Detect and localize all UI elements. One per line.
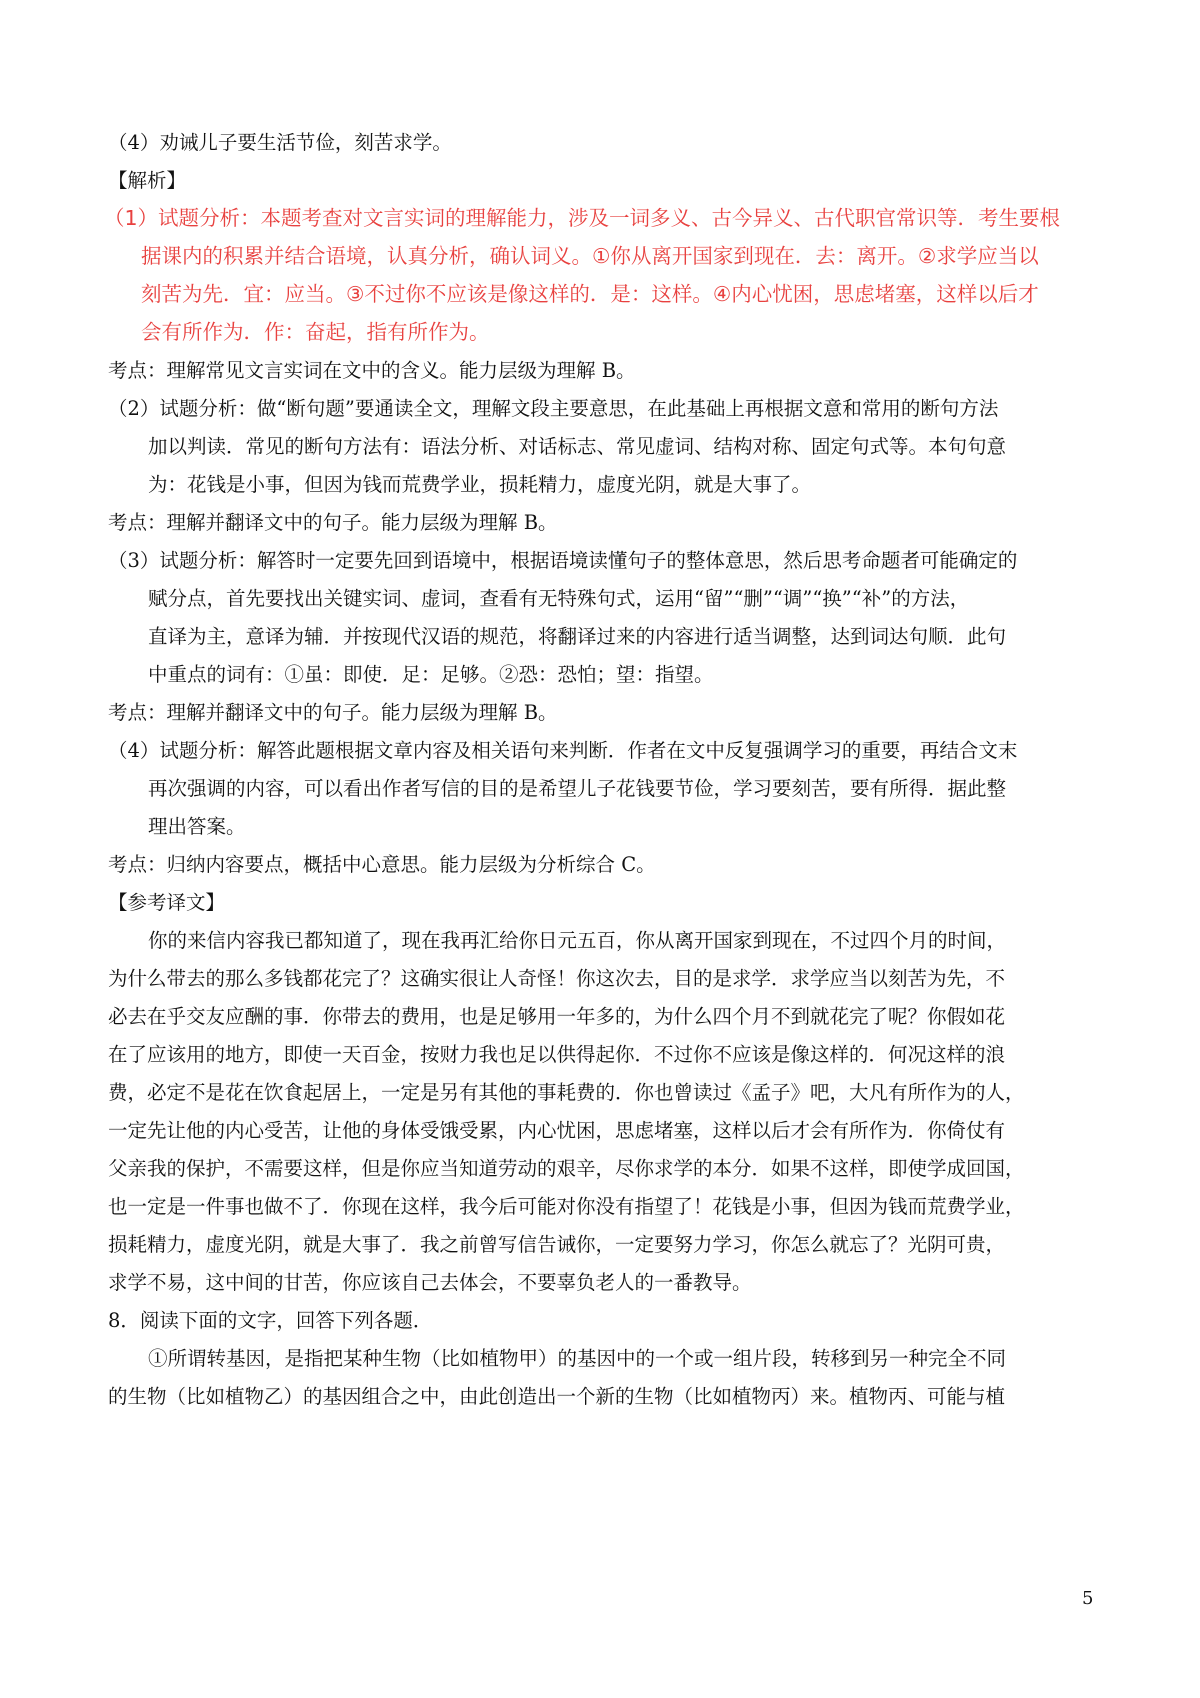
text-line: 父亲我的保护，不需要这样，但是你应当知道劳动的艰辛，尽你求学的本分．如果不这样，即使学成回国， xyxy=(108,1157,1025,1180)
text-line: 赋分点，首先要找出关键实词、虚词，查看有无特殊句式，运用“留”“删”“调”“换”“补”的方法， xyxy=(148,587,970,610)
text-line: （3）试题分析：解答时一定要先回到语境中，根据语境读懂句子的整体意思，然后思考命题者可能确定的 xyxy=(108,549,1018,572)
text-line: 考点：理解并翻译文中的句子。能力层级为理解 B。 xyxy=(108,511,558,534)
text-line: 加以判读．常见的断句方法有：语法分析、对话标志、常见虚词、结构对称、固定句式等。本句句意 xyxy=(148,435,1007,458)
text-line: 你的来信内容我已都知道了，现在我再汇给你日元五百，你从离开国家到现在，不过四个月的时间， xyxy=(148,929,1007,952)
text-line: 为：花钱是小事，但因为钱而荒费学业，损耗精力，虚度光阴，就是大事了。 xyxy=(148,473,812,496)
text-line: 考点：归纳内容要点，概括中心意思。能力层级为分析综合 C。 xyxy=(108,853,656,876)
text-line: 考点：理解常见文言实词在文中的含义。能力层级为理解 B。 xyxy=(108,359,636,382)
section-heading: 【参考译文】 xyxy=(108,891,226,914)
highlighted-line: 会有所作为．作：奋起，指有所作为。 xyxy=(141,320,490,344)
text-line: 求学不易，这中间的甘苦，你应该自己去体会，不要辜负老人的一番教导。 xyxy=(108,1271,752,1294)
text-line: （4）试题分析：解答此题根据文章内容及相关语句来判断．作者在文中反复强调学习的重要，再结合文末 xyxy=(108,739,1018,762)
text-line: 考点：理解并翻译文中的句子。能力层级为理解 B。 xyxy=(108,701,558,724)
text-line: 再次强调的内容，可以看出作者写信的目的是希望儿子花钱要节俭，学习要刻苦，要有所得．据此整 xyxy=(148,777,1007,800)
text-line: 中重点的词有：①虽：即使．足：足够。②恐：恐怕；望：指望。 xyxy=(148,663,714,686)
text-line: 在了应该用的地方，即使一天百金，按财力我也足以供得起你．不过你不应该是像这样的．何况这样的浪 xyxy=(108,1043,1006,1066)
text-line: 必去在乎交友应酬的事．你带去的费用，也是足够用一年多的，为什么四个月不到就花完了呢？你假如花 xyxy=(108,1005,1006,1028)
text-line: （4）劝诫儿子要生活节俭，刻苦求学。 xyxy=(108,131,452,154)
highlighted-line: 据课内的积累并结合语境，认真分析，确认词义。①你从离开国家到现在．去：离开。②求学应当以 xyxy=(141,244,1039,268)
text-line: 理出答案。 xyxy=(148,815,246,838)
text-line: 也一定是一件事也做不了．你现在这样，我今后可能对你没有指望了！花钱是小事，但因为钱而荒费学业， xyxy=(108,1195,1025,1218)
page-number: 5 xyxy=(1082,1588,1094,1609)
text-line: 损耗精力，虚度光阴，就是大事了．我之前曾写信告诫你，一定要努力学习，你怎么就忘了？光阴可贵， xyxy=(108,1233,1006,1256)
text-line: （2）试题分析：做“断句题”要通读全文，理解文段主要意思，在此基础上再根据文意和常用的断句方法 xyxy=(108,397,999,420)
highlighted-line: 刻苦为先．宜：应当。③不过你不应该是像这样的．是：这样。④内心忧困，思虑堵塞，这样以后才 xyxy=(141,282,1039,306)
text-line: 费，必定不是花在饮食起居上，一定是另有其他的事耗费的．你也曾读过《孟子》吧，大凡有所作为的人， xyxy=(108,1081,1025,1104)
text-line: 的生物（比如植物乙）的基因组合之中，由此创造出一个新的生物（比如植物丙）来。植物丙、可能与植 xyxy=(108,1385,1006,1408)
text-line: ①所谓转基因，是指把某种生物（比如植物甲）的基因中的一个或一组片段，转移到另一种完全不同 xyxy=(148,1347,1007,1370)
text-line: 一定先让他的内心受苦，让他的身体受饿受累，内心忧困，思虑堵塞，这样以后才会有所作为．你倚仗有 xyxy=(108,1119,1006,1142)
question-heading: 8．阅读下面的文字，回答下列各题． xyxy=(108,1309,433,1332)
text-line: 直译为主，意译为辅．并按现代汉语的规范，将翻译过来的内容进行适当调整，达到词达句顺．此句 xyxy=(148,625,1007,648)
highlighted-line: （1）试题分析：本题考查对文言实词的理解能力，涉及一词多义、古今异义、古代职官常识等．考生要根 xyxy=(104,206,1061,230)
section-heading: 【解析】 xyxy=(108,169,187,192)
text-line: 为什么带去的那么多钱都花完了？这确实很让人奇怪！你这次去，目的是求学．求学应当以刻苦为先，不 xyxy=(108,967,1006,990)
